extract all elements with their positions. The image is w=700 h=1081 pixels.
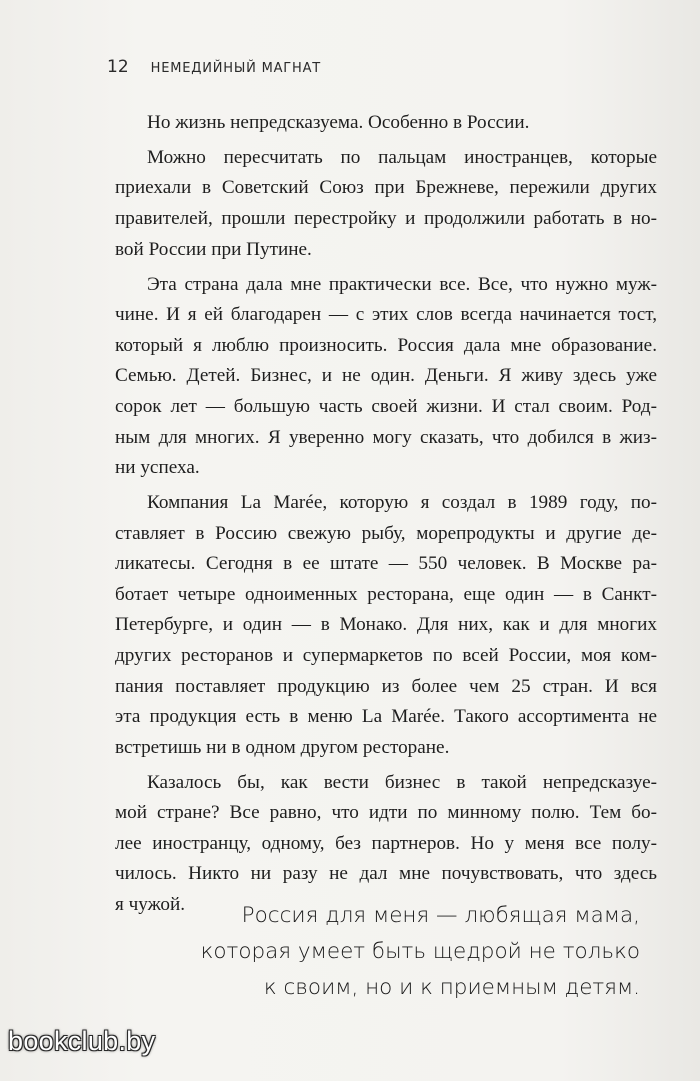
paragraph xyxy=(115,143,657,265)
text-line: ным для многих. Я уверенно могу сказать, что добился в жиз- xyxy=(115,426,657,448)
paragraph xyxy=(115,270,657,484)
pull-quote-line: Россия для меня — любящая мама, xyxy=(241,903,640,928)
text-line: Можно пересчитать по пальцам иностранцев, которые xyxy=(147,146,657,168)
page-number: 12 xyxy=(107,57,129,77)
pull-quote-line: к своим, но и к приемным детям. xyxy=(263,975,640,1000)
paragraph xyxy=(115,108,657,139)
text-line: Казалось бы, как вести бизнес в такой непредсказуе- xyxy=(147,771,657,793)
book-title: НЕМЕДИЙНЫЙ МАГНАТ xyxy=(150,61,322,76)
text-line: пания поставляет продукцию из более чем 25 стран. И вся xyxy=(115,675,657,697)
text-line: Петербурге, и один — в Монако. Для них, как и для многих xyxy=(115,614,657,636)
text-line: я чужой. xyxy=(115,894,186,916)
text-line: чине. И я ей благодарен — с этих слов всегда начинается тост, xyxy=(115,304,657,326)
text-line: Эта страна дала мне практически все. Все, что нужно муж- xyxy=(147,273,657,295)
text-line: приехали в Советский Союз при Брежневе, пережили других xyxy=(115,177,657,199)
text-line: ботает четыре одноименных ресторана, еще один — в Санкт- xyxy=(115,583,657,605)
text-line: ликатесы. Сегодня в ее штате — 550 человек. В Москве ра- xyxy=(115,553,657,575)
text-line: вой России при Путине. xyxy=(115,238,312,260)
text-line: сорок лет — большую часть своей жизни. И стал своим. Род- xyxy=(115,395,657,417)
text-line: который я люблю произносить. Россия дала мне образование. xyxy=(115,334,657,356)
text-line: других ресторанов и супермаркетов по всей России, моя ком- xyxy=(115,644,657,666)
text-line: встретишь ни в одном другом ресторане. xyxy=(115,736,450,758)
text-line: Семью. Детей. Бизнес, и не один. Деньги. Я живу здесь уже xyxy=(115,365,657,387)
body-text xyxy=(115,108,657,925)
text-line: лее иностранцу, одному, без партнеров. Но у меня все полу- xyxy=(115,832,657,854)
text-line: Компания La Marée, которую я создал в 1989 году, по- xyxy=(147,492,657,514)
text-line: эта продукция есть в меню La Marée. Такого ассортимента не xyxy=(115,706,657,728)
text-line: ни успеха. xyxy=(115,457,200,479)
text-line: правителей, прошли перестройку и продолжили работать в но- xyxy=(115,208,657,230)
text-line: Но жизнь непредсказуема. Особенно в России. xyxy=(147,112,530,133)
pull-quote xyxy=(180,898,640,1006)
text-line: ставляет в Россию свежую рыбу, морепродукты и другие де- xyxy=(115,522,657,544)
running-head xyxy=(107,57,321,77)
paragraph xyxy=(115,488,657,763)
text-line: чилось. Никто ни разу не дал мне почувствовать, что здесь xyxy=(115,863,657,885)
site-watermark: bookclub.by xyxy=(8,1026,156,1056)
text-line: мой стране? Все равно, что идти по минному полю. Тем бо- xyxy=(115,802,657,824)
pull-quote-line: которая умеет быть щедрой не только xyxy=(200,939,640,964)
